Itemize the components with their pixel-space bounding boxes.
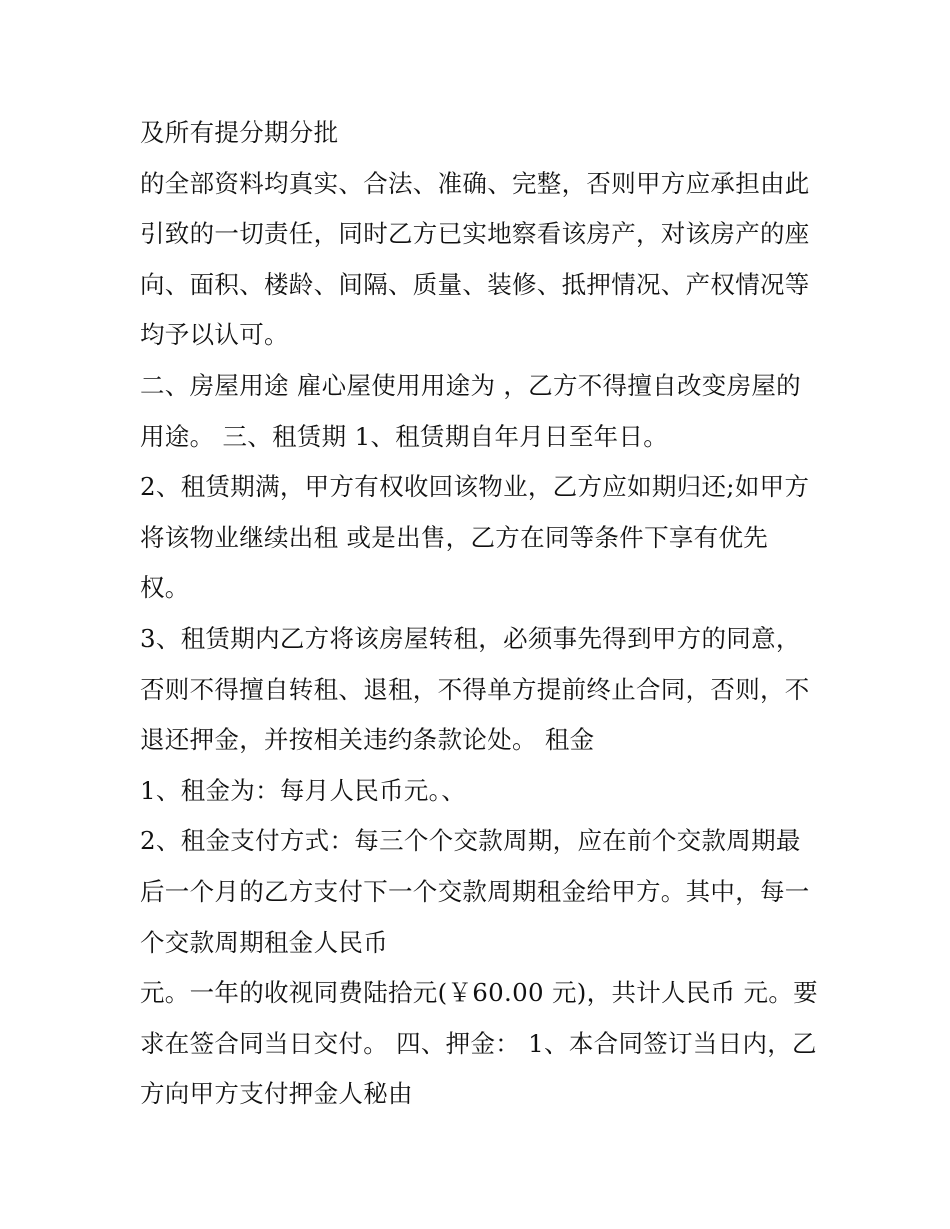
text-line: 求在签合同当日交付。 四、押金： 1、本合同签订当日内，乙 xyxy=(140,1028,817,1058)
text-line: 2、租金支付方式：每三个个交款周期，应在前个交款周期最 xyxy=(140,826,801,856)
text-line: 元。一年的收视同费陆拾元(￥60.00 元)，共计人民币 元。要 xyxy=(140,978,818,1008)
text-line: 权。 xyxy=(140,573,190,603)
text-line: 个交款周期租金人民币 xyxy=(140,927,388,957)
text-line: 的全部资料均真实、合法、准确、完整，否则甲方应承担由此 xyxy=(140,168,810,198)
text-line: 用途。 三、租赁期 1、租赁期自年月日至年日。 xyxy=(140,421,669,451)
text-line: 引致的一切责任，同时乙方已实地察看该房产，对该房产的座 xyxy=(140,219,810,249)
text-line: 否则不得擅自转租、退租，不得单方提前终止合同，否则，不 xyxy=(140,674,810,704)
text-line: 二、房屋用途 雇心屋使用用途为 ，乙方不得擅自改变房屋的 xyxy=(140,370,801,400)
text-line: 退还押金，并按相关违约条款论处。 租金 xyxy=(140,725,595,755)
contract-text xyxy=(140,108,830,1120)
text-line: 1、租金为：每月人民币元。、 xyxy=(140,775,467,805)
text-line: 向、面积、楼龄、间隔、质量、装修、抵押情况、产权情况等 xyxy=(140,269,810,299)
text-line: 3、租赁期内乙方将该房屋转租，必须事先得到甲方的同意， xyxy=(140,623,801,653)
text-line: 2、租赁期满，甲方有权收回该物业，乙方应如期归还;如甲方 xyxy=(140,472,810,502)
text-line: 方向甲方支付押金人秘由 xyxy=(140,1079,413,1109)
text-line: 后一个月的乙方支付下一个交款周期租金给甲方。其中，每一 xyxy=(140,876,810,906)
text-line: 将该物业继续出租 或是出售，乙方在同等条件下享有优先 xyxy=(140,522,769,552)
text-line: 均予以认可。 xyxy=(140,320,289,350)
text-line: 及所有提分期分批 xyxy=(140,118,339,147)
